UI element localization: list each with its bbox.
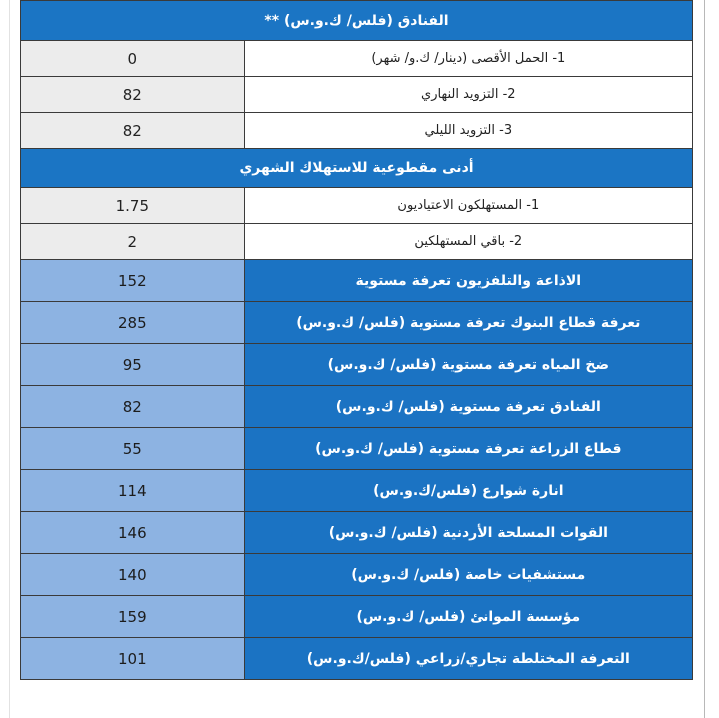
category-value: 146: [21, 512, 245, 554]
category-row: [21, 302, 693, 344]
category-value: 114: [21, 470, 245, 512]
category-label: الفنادق تعرفة مستوية (فلس/ ك.و.س): [244, 386, 692, 428]
category-row: [21, 596, 693, 638]
min-charge-section-header: [21, 149, 693, 188]
table-row: [21, 188, 693, 224]
row-label: 3- التزويد الليلي: [244, 113, 692, 149]
table-row: [21, 41, 693, 77]
table-row: [21, 77, 693, 113]
category-row: [21, 470, 693, 512]
row-label: 2- باقي المستهلكين: [244, 224, 692, 260]
category-label: التعرفة المختلطة تجاري/زراعي (فلس/ك.و.س): [244, 638, 692, 680]
row-value: 82: [21, 113, 245, 149]
category-value: 152: [21, 260, 245, 302]
category-label: القوات المسلحة الأردنية (فلس/ ك.و.س): [244, 512, 692, 554]
row-label: 1- المستهلكون الاعتياديون: [244, 188, 692, 224]
category-row: [21, 638, 693, 680]
category-row: [21, 554, 693, 596]
hotels-section-header: [21, 1, 693, 41]
category-value: 140: [21, 554, 245, 596]
min-charge-section-title: أدنى مقطوعية للاستهلاك الشهري: [21, 149, 693, 188]
row-value: 0: [21, 41, 245, 77]
category-label: تعرفة قطاع البنوك تعرفة مستوية (فلس/ ك.و.س): [244, 302, 692, 344]
category-label: الاذاعة والتلفزيون تعرفة مستوية: [244, 260, 692, 302]
category-value: 95: [21, 344, 245, 386]
table-row: [21, 113, 693, 149]
page-right-rule: [704, 0, 705, 718]
category-label: مستشفيات خاصة (فلس/ ك.و.س): [244, 554, 692, 596]
category-value: 55: [21, 428, 245, 470]
category-row: [21, 512, 693, 554]
category-row: [21, 260, 693, 302]
row-label: 2- التزويد النهاري: [244, 77, 692, 113]
category-value: 285: [21, 302, 245, 344]
table-row: [21, 224, 693, 260]
category-label: ضخ المياه تعرفة مستوية (فلس/ ك.و.س): [244, 344, 692, 386]
category-label: انارة شوارع (فلس/ك.و.س): [244, 470, 692, 512]
category-value: 101: [21, 638, 245, 680]
category-row: [21, 386, 693, 428]
category-value: 82: [21, 386, 245, 428]
tariff-table: [20, 0, 693, 680]
page-left-rule: [9, 0, 10, 718]
hotels-section-title: الفنادق (فلس/ ك.و.س) **: [21, 1, 693, 41]
row-label: 1- الحمل الأقصى (دينار/ ك.و/ شهر): [244, 41, 692, 77]
category-value: 159: [21, 596, 245, 638]
row-value: 2: [21, 224, 245, 260]
row-value: 82: [21, 77, 245, 113]
category-label: مؤسسة الموانئ (فلس/ ك.و.س): [244, 596, 692, 638]
category-row: [21, 428, 693, 470]
category-label: قطاع الزراعة تعرفة مستوية (فلس/ ك.و.س): [244, 428, 692, 470]
row-value: 1.75: [21, 188, 245, 224]
category-row: [21, 344, 693, 386]
